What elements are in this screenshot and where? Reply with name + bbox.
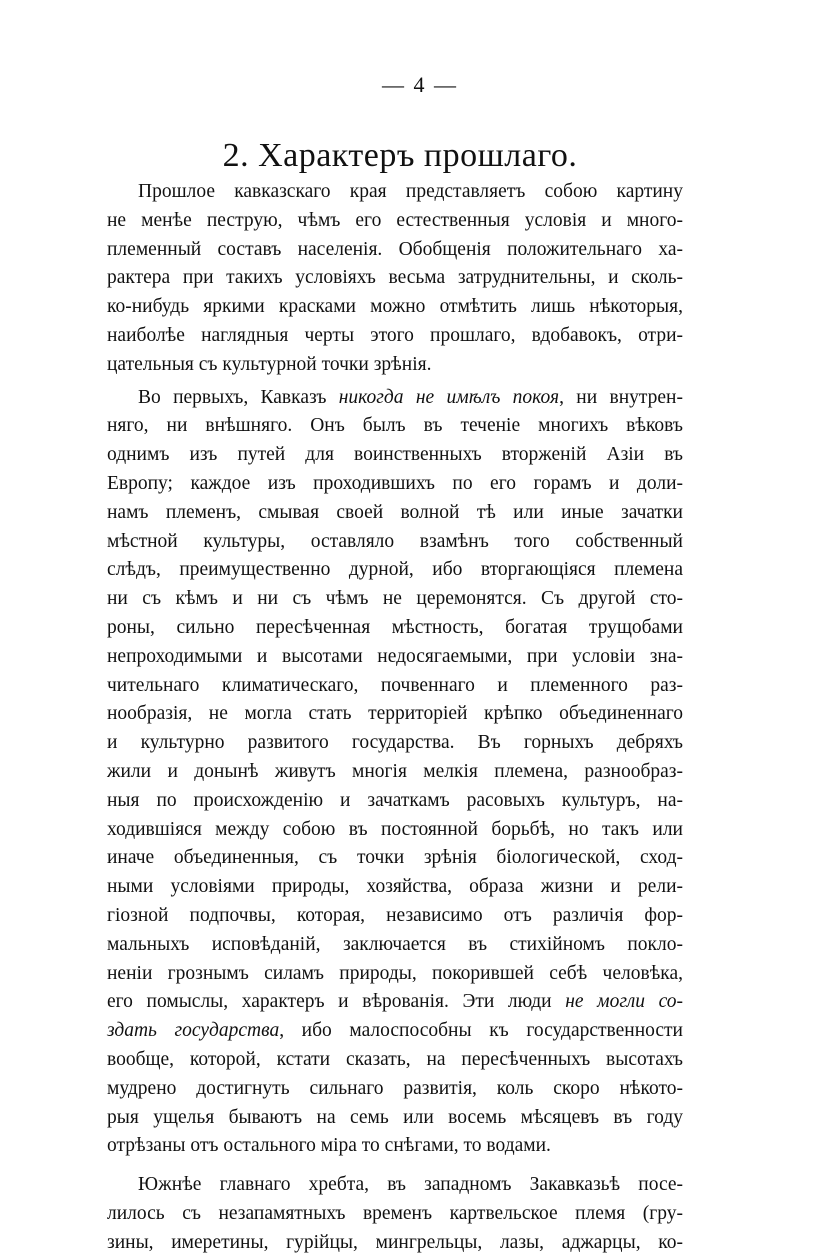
text-line: ни съ кѣмъ и ни съ чѣмъ не церемонятся. Съ другой сто- [107, 588, 683, 610]
emphasis-text: здать государства [107, 1020, 280, 1042]
text-line: рактера при такихъ условіяхъ весьма затруднительны, и сколь- [107, 267, 683, 289]
text-line: нообразія, не могла стать территоріей крѣпко объединеннаго [107, 703, 683, 725]
text-line: отрѣзаны отъ остального міра то снѣгами, то водами. [107, 1135, 551, 1157]
text-line: намъ племенъ, смывая своей волной тѣ или иные зачатки [107, 501, 683, 523]
text-run: , ибо малоспособны къ государственности [279, 1020, 683, 1042]
text-line: зины, имеретины, гурійцы, мингрельцы, лазы, аджарцы, ко- [107, 1231, 683, 1253]
paragraph [107, 178, 683, 380]
text-line: гіозной подпочвы, которая, независимо отъ различія фор- [107, 904, 683, 926]
text-line: ходившіяся между собою въ постоянной борьбѣ, но такъ или [107, 818, 683, 840]
text-line: чительнаго климатическаго, почвеннаго и племенного раз- [107, 674, 683, 696]
text-run: Во первыхъ, Кавказъ [138, 386, 339, 408]
text-line: вообще, которой, кстати сказать, на пересѣченныхъ высотахъ [107, 1048, 683, 1070]
text-line: иначе объединенныя, съ точки зрѣнія біологической, сход- [107, 847, 683, 869]
text-line: цательныя съ культурной точки зрѣнія. [107, 353, 432, 375]
text-line: мѣстной культуры, оставляло взамѣнъ того собственный [107, 530, 683, 552]
paragraph [107, 1171, 683, 1257]
text-line: ными условіями природы, хозяйства, образа жизни и рели- [107, 876, 683, 898]
text-line: Прошлое кавказскаго края представляетъ собою картину [138, 181, 683, 202]
text-line: непроходимыми и высотами недосягаемыми, при условіи зна- [107, 645, 683, 667]
text-line: лилось съ незапамятныхъ временъ картвельское племя (гру- [107, 1202, 683, 1224]
text-line: наиболѣе наглядныя черты этого прошлаго, вдобавокъ, отри- [107, 324, 683, 346]
text-run: , ни внутрен- [559, 386, 683, 408]
text-line [107, 384, 683, 413]
body-text [107, 178, 683, 1257]
text-line: и культурно развитого государства. Въ горныхъ дебряхъ [107, 732, 683, 754]
page-number: — 4 — [382, 72, 458, 97]
text-line: ныя по происхожденію и зачаткамъ расовыхъ культуръ, на- [107, 789, 683, 811]
text-line: мудрено достигнуть сильнаго развитія, коль скоро нѣкото- [107, 1077, 683, 1099]
text-line: ко-нибудь яркими красками можно отмѣтить лишь нѣкоторыя, [107, 296, 683, 318]
text-line: няго, ни внѣшняго. Онъ былъ въ теченіе многихъ вѣковъ [107, 415, 683, 437]
text-line: жили и донынѣ живутъ многія мелкія племена, разнообраз- [107, 760, 683, 782]
section-title: 2. Характеръ прошлаго. [222, 137, 578, 174]
text-line: Южнѣе главнаго хребта, въ западномъ Закавказьѣ посе- [138, 1174, 683, 1196]
text-line: Европу; каждое изъ проходившихъ по его горамъ и доли- [107, 472, 683, 494]
text-line: слѣдъ, преимущественно дурной, ибо вторгающіяся племена [107, 559, 683, 581]
text-line [107, 988, 683, 1017]
text-line [107, 1017, 683, 1046]
emphasis-text: не могли со- [565, 991, 683, 1013]
text-line: неніи грознымъ силамъ природы, покорившей себѣ человѣка, [107, 962, 683, 984]
text-line: рыя ущелья бываютъ на семь или восемь мѣсяцевъ въ году [107, 1106, 683, 1128]
text-line: мальныхъ исповѣданій, заключается въ стихійномъ покло- [107, 933, 683, 955]
text-line: однимъ изъ путей для воинственныхъ вторженій Азіи въ [107, 444, 683, 466]
text-line: не менѣе пеструю, чѣмъ его естественныя условія и много- [107, 209, 683, 231]
text-line: роны, сильно пересѣченная мѣстность, богатая трущобами [107, 616, 683, 638]
text-line: племенный составъ населенія. Обобщенія положительнаго ха- [107, 238, 683, 260]
text-run: его помыслы, характеръ и вѣрованія. Эти люди [107, 991, 566, 1013]
emphasis-text: никогда не имѣлъ покоя [338, 386, 560, 408]
paragraph [107, 384, 683, 1162]
